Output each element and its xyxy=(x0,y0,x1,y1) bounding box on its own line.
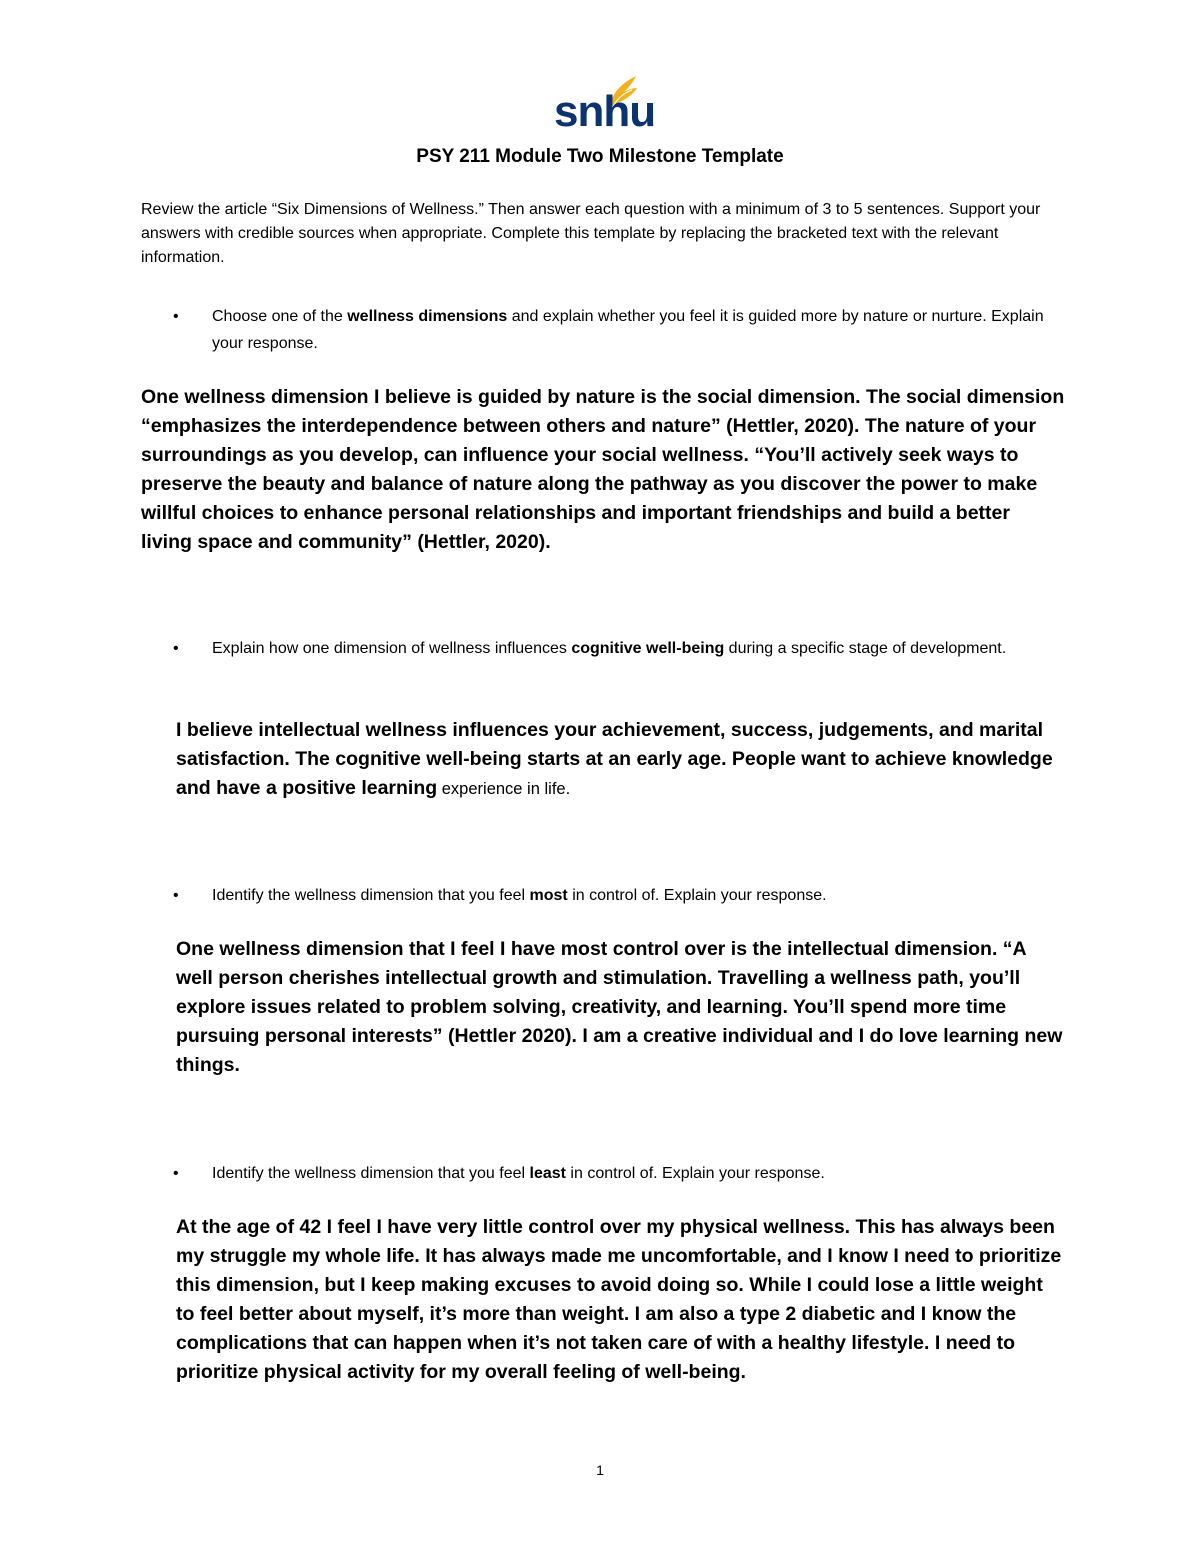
bullet-icon: • xyxy=(173,308,179,325)
answer-paragraph: I believe intellectual wellness influences your achievement, success, judgements, and marital satisfaction. The cognitive well-being starts at an early age. People want to achieve knowledge and have a positive learning experience in life. xyxy=(176,719,1053,799)
question-text: Explain how one dimension of wellness influences cognitive well-being during a specific stage of development. xyxy=(212,640,1007,657)
answer-paragraph: One wellness dimension that I feel I have most control over is the intellectual dimension. “A well person cherishes intellectual growth and stimulation. Travelling a wellness path, you’ll explore issues related to problem solving, creativity, and learning. You’ll spend more time pursuing personal interests” (Hettler 2020). I am a creative individual and I do love learning new things. xyxy=(176,938,1063,1076)
bullet-icon: • xyxy=(173,640,179,657)
page-title: PSY 211 Module Two Milestone Template xyxy=(416,146,784,167)
intro-paragraph: Review the article “Six Dimensions of Wellness.” Then answer each question with a minimum of 3 to 5 sentences. Support your answers with credible sources when appropriate. Complete this template by replacing the bracketed text with the relevant information. xyxy=(141,201,1041,266)
question-item xyxy=(141,882,1061,909)
question-text: Identify the wellness dimension that you feel most in control of. Explain your response. xyxy=(212,887,827,904)
logo-wordmark: snhu xyxy=(554,87,656,136)
question-item xyxy=(141,1160,1061,1187)
snhu-logo xyxy=(554,74,656,136)
page-number: 1 xyxy=(596,1462,604,1478)
question-item xyxy=(141,635,1061,662)
bullet-icon: • xyxy=(173,887,179,904)
question-item xyxy=(141,303,1061,357)
bullet-icon: • xyxy=(173,1165,179,1182)
question-text: Choose one of the wellness dimensions and explain whether you feel it is guided more by nature or nurture. Explain your response. xyxy=(212,308,1044,352)
answer-paragraph: At the age of 42 I feel I have very little control over my physical wellness. This has always been my struggle my whole life. It has always made me uncomfortable, and I know I need to prioritize this dimension, but I keep making excuses to avoid doing so. While I could lose a little weight to feel better about myself, it’s more than weight. I am also a type 2 diabetic and I know the complications that can happen when it’s not taken care of with a healthy lifestyle. I need to prioritize physical activity for my overall feeling of well-being. xyxy=(176,1216,1062,1383)
answer-paragraph: One wellness dimension I believe is guided by nature is the social dimension. The social dimension “emphasizes the interdependence between others and nature” (Hettler, 2020). The nature of your surroundings as you develop, can influence your social wellness. “You’ll actively seek ways to preserve the beauty and balance of nature along the pathway as you discover the power to make willful choices to enhance personal relationships and important friendships and build a better living space and community” (Hettler, 2020). xyxy=(141,386,1065,553)
question-text: Identify the wellness dimension that you feel least in control of. Explain your response. xyxy=(212,1165,825,1182)
